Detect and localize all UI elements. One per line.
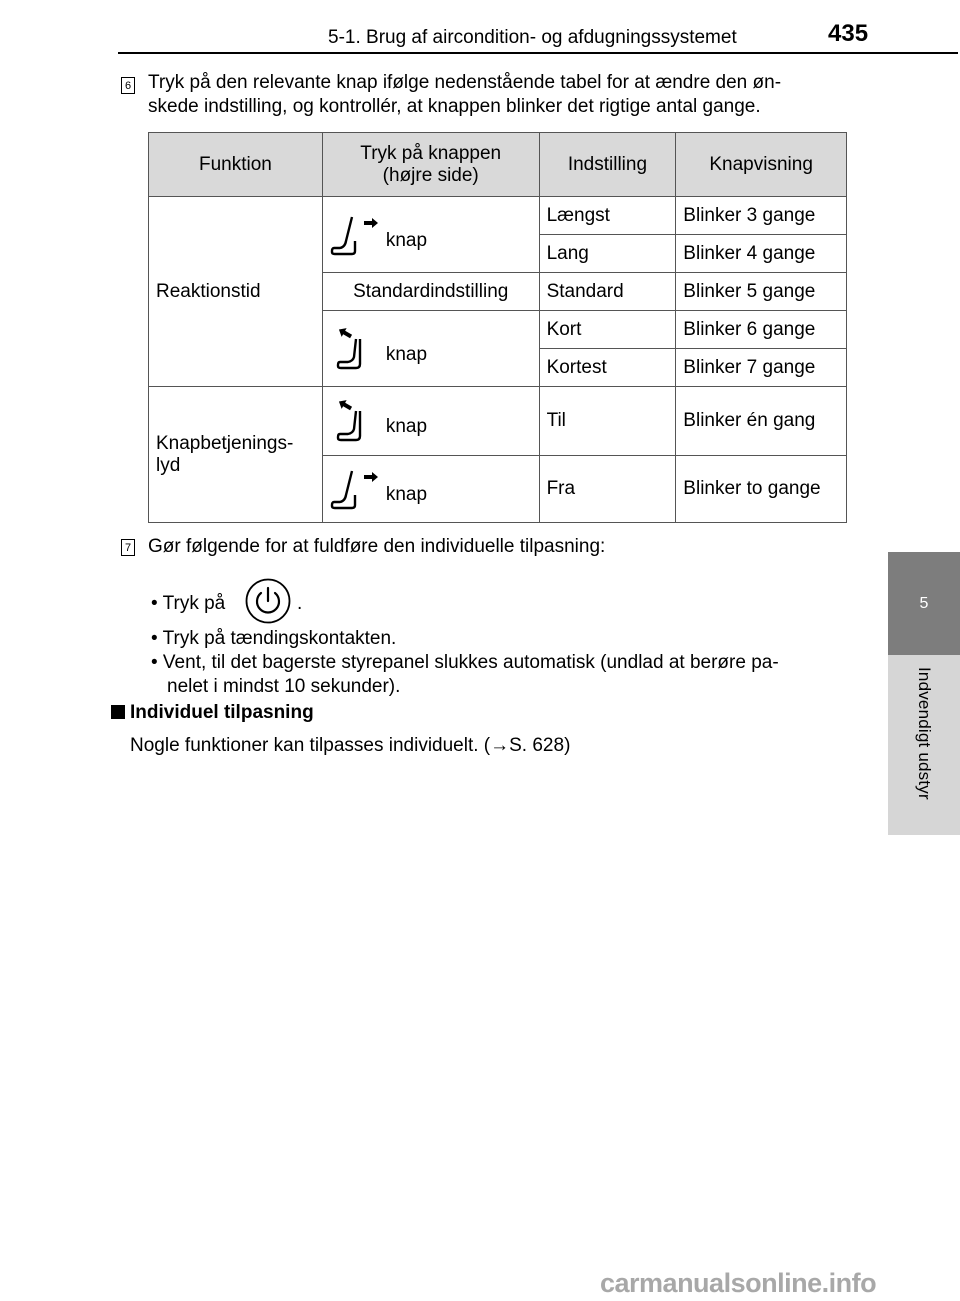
chapter-tab-number <box>888 552 960 655</box>
bullet-press-power-pre: • Tryk på <box>151 593 226 614</box>
setting-cell: Kortest <box>539 349 676 387</box>
step-7-text: Gør følgende for at fuldføre den individuelle tilpasning: <box>148 536 606 557</box>
setting-cell: Kort <box>539 311 676 349</box>
setting-cell: Fra <box>539 456 676 523</box>
chapter-number: 5 <box>919 594 929 612</box>
section-square-marker <box>111 705 125 719</box>
reaction-down-button-cell <box>322 311 539 387</box>
watermark-text: carmanualsonline.info <box>600 1268 877 1298</box>
bullet-ignition: • Tryk på tændingskontakten. <box>151 628 397 649</box>
section-text: Nogle funktioner kan tilpasses individuelt. (→S. 628) <box>130 735 571 756</box>
step-6-badge: 6 <box>121 77 135 94</box>
chapter-title: Indvendigt udstyr <box>915 667 934 800</box>
step-7-badge: 7 <box>121 539 135 556</box>
seat-recline-forward-icon <box>330 399 382 443</box>
running-header: 5-1. Brug af aircondition- og afdugningssystemet <box>328 27 737 48</box>
page-number: 435 <box>828 20 869 47</box>
sound-off-button-cell <box>322 456 539 523</box>
header-function: Funktion <box>149 133 323 197</box>
setting-cell: Til <box>539 387 676 456</box>
settings-table <box>148 132 847 523</box>
header-button-line-2: (højre side) <box>382 164 479 186</box>
header-setting: Indstilling <box>539 133 676 197</box>
table-row <box>149 387 847 456</box>
table-row <box>149 197 847 235</box>
setting-cell: Standard <box>539 273 676 311</box>
section-heading: Individuel tilpasning <box>130 702 314 723</box>
indication-cell: Blinker 6 gange <box>676 311 847 349</box>
sound-on-button-label: knap <box>385 416 428 437</box>
seat-recline-back-icon <box>330 467 382 511</box>
reaction-up-button-label: knap <box>385 229 428 251</box>
table-header-row <box>149 133 847 197</box>
bullet-press-power-post: . <box>297 593 303 614</box>
bullet-wait-line-1: • Vent, til det bagerste styrepanel slukkes automatisk (undlad at berøre pa- <box>151 652 779 673</box>
step-6-line-2: skede indstilling, og kontrollér, at knappen blinker det rigtige antal gange. <box>148 96 761 117</box>
seat-recline-back-icon <box>330 213 382 257</box>
header-button <box>322 133 539 197</box>
indication-cell: Blinker én gang <box>676 387 847 456</box>
sound-on-button-cell <box>322 387 539 456</box>
bullet-wait-line-2: nelet i mindst 10 sekunder). <box>167 676 401 697</box>
reaction-down-button-label: knap <box>385 343 428 365</box>
header-rule <box>118 52 958 54</box>
setting-cell: Lang <box>539 235 676 273</box>
function-button-sound-line-1: Knapbetjenings- <box>156 432 294 454</box>
reaction-up-button-cell <box>322 197 539 273</box>
setting-cell: Længst <box>539 197 676 235</box>
indication-cell: Blinker 3 gange <box>676 197 847 235</box>
sound-off-button-label: knap <box>385 484 428 505</box>
indication-cell: Blinker 4 gange <box>676 235 847 273</box>
indication-cell: Blinker 7 gange <box>676 349 847 387</box>
power-button-icon <box>244 577 292 625</box>
indication-cell: Blinker 5 gange <box>676 273 847 311</box>
indication-cell: Blinker to gange <box>676 456 847 523</box>
standard-setting-cell: Standardindstilling <box>322 273 539 311</box>
function-button-sound-line-2: lyd <box>156 454 181 476</box>
step-6-line-1: Tryk på den relevante knap ifølge nedenstående tabel for at ændre den øn- <box>148 72 782 93</box>
function-reaction-time: Reaktionstid <box>149 197 323 387</box>
header-button-line-1: Tryk på knappen <box>360 142 502 164</box>
chapter-tab-label <box>888 655 960 835</box>
function-button-sound <box>149 387 323 523</box>
seat-recline-forward-icon <box>330 327 382 371</box>
header-indication: Knapvisning <box>676 133 847 197</box>
